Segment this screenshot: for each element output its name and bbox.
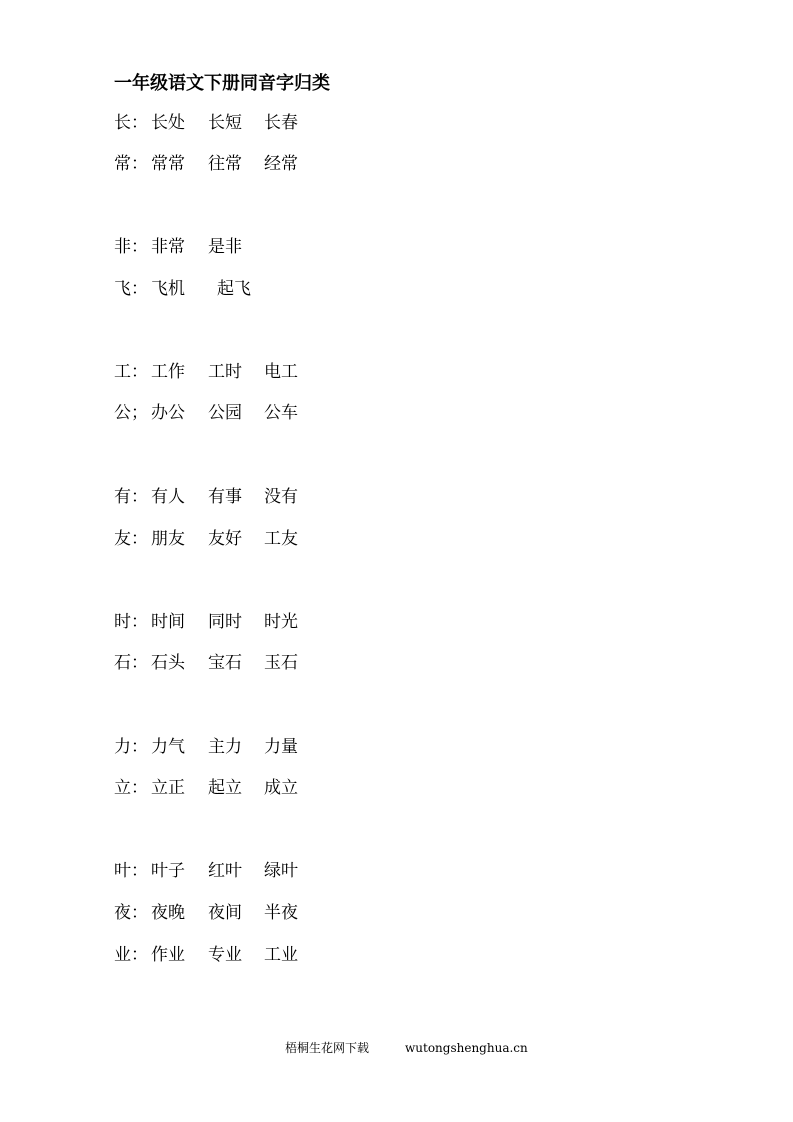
word: 半夜	[264, 903, 298, 923]
word: 绿叶	[264, 861, 298, 881]
word: 工业	[264, 945, 298, 965]
word: 作业	[151, 945, 185, 965]
word: 立正	[151, 778, 185, 798]
word: 工作	[151, 362, 185, 382]
character-head: 立：	[114, 778, 148, 798]
word: 公园	[208, 403, 242, 423]
character-head: 有：	[114, 487, 148, 507]
word: 工时	[208, 362, 242, 382]
word: 非常	[151, 237, 185, 257]
character-head: 工：	[114, 362, 148, 382]
word: 常常	[151, 154, 185, 174]
word: 夜间	[208, 903, 242, 923]
footer-site-name: 梧桐生花网下载	[285, 1041, 370, 1055]
character-head: 力：	[114, 737, 148, 757]
word: 红叶	[208, 861, 242, 881]
word: 石头	[151, 653, 185, 673]
word: 长春	[264, 113, 298, 133]
word: 起飞	[217, 279, 251, 299]
character-head: 非：	[114, 237, 148, 257]
character-head: 公；	[114, 403, 148, 423]
word: 同时	[208, 612, 242, 632]
word: 没有	[264, 487, 298, 507]
word: 友好	[208, 529, 242, 549]
word: 长短	[208, 113, 242, 133]
word: 朋友	[151, 529, 185, 549]
word: 宝石	[208, 653, 242, 673]
word: 往常	[208, 154, 242, 174]
word: 公车	[264, 403, 298, 423]
word: 叶子	[151, 861, 185, 881]
word: 电工	[264, 362, 298, 382]
character-head: 友：	[114, 529, 148, 549]
footer-url: wutongshenghua.cn	[405, 1041, 528, 1055]
word: 时光	[264, 612, 298, 632]
word: 专业	[208, 945, 242, 965]
character-head: 长：	[114, 113, 148, 133]
word: 长处	[151, 113, 185, 133]
character-head: 常：	[114, 154, 148, 174]
word: 有事	[208, 487, 242, 507]
character-head: 石：	[114, 653, 148, 673]
character-head: 飞：	[114, 279, 148, 299]
word: 办公	[151, 403, 185, 423]
word: 经常	[264, 154, 298, 174]
word: 力量	[264, 737, 298, 757]
word: 主力	[208, 737, 242, 757]
character-head: 业：	[114, 945, 148, 965]
word: 力气	[151, 737, 185, 757]
character-head: 夜：	[114, 903, 148, 923]
word: 成立	[264, 778, 298, 798]
page-title: 一年级语文下册同音字归类	[114, 73, 330, 94]
word: 玉石	[264, 653, 298, 673]
character-head: 时：	[114, 612, 148, 632]
word: 飞机	[151, 279, 185, 299]
word: 是非	[208, 237, 242, 257]
word: 有人	[151, 487, 185, 507]
word: 工友	[264, 529, 298, 549]
word: 时间	[151, 612, 185, 632]
word: 起立	[208, 778, 242, 798]
character-head: 叶：	[114, 861, 148, 881]
word: 夜晚	[151, 903, 185, 923]
